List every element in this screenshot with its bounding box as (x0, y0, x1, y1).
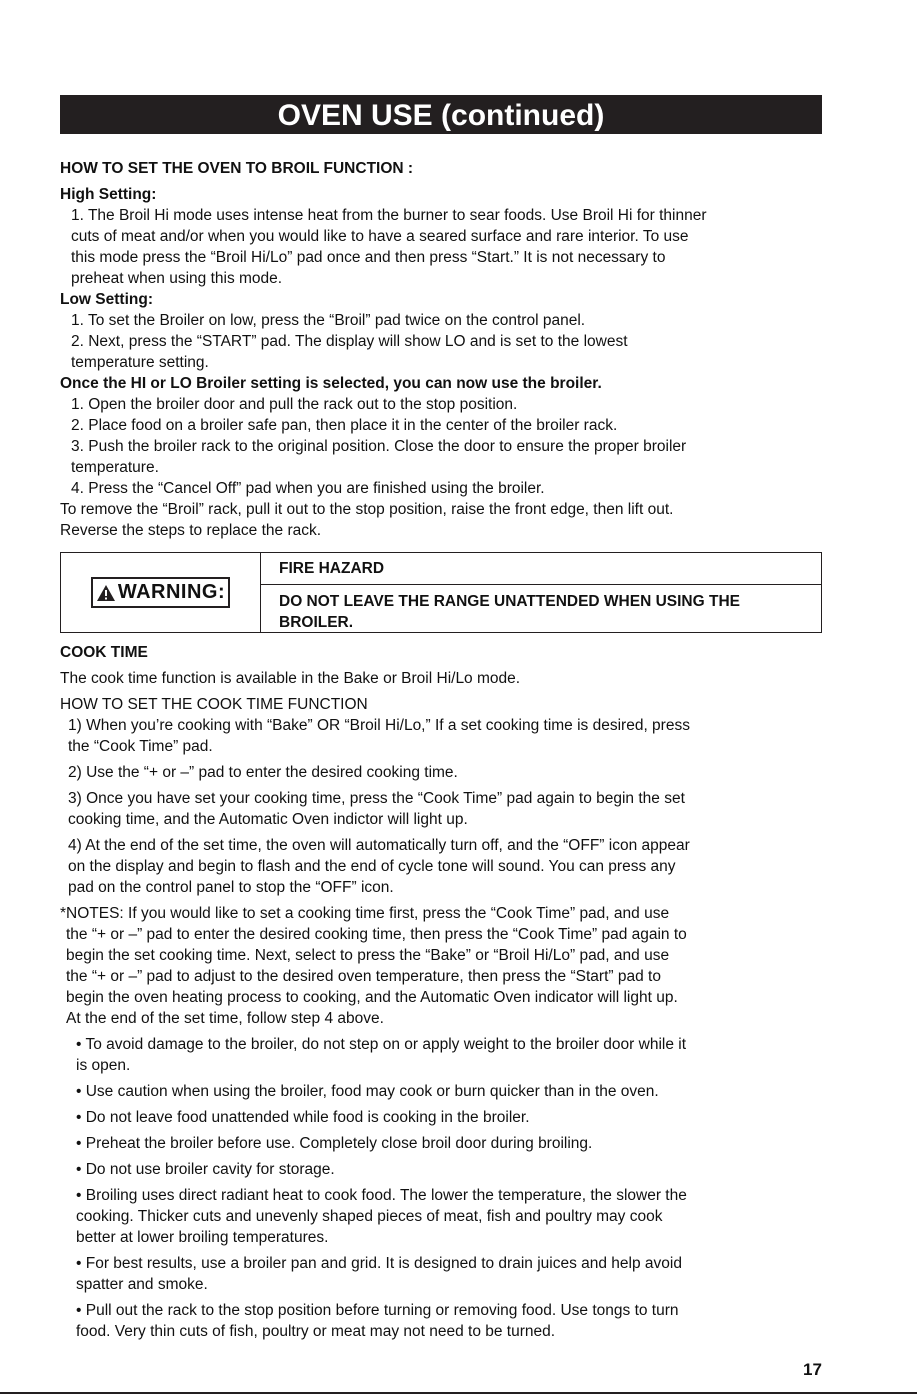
text-line: • For best results, use a broiler pan and grid. It is designed to drain juices and help avoid (76, 1255, 682, 1272)
text-line: • Pull out the rack to the stop position before turning or removing food. Use tongs to turn (76, 1302, 679, 1319)
text-line: this mode press the “Broil Hi/Lo” pad once and then press “Start.” It is not necessary to (71, 249, 666, 266)
text-line: 4. Press the “Cancel Off” pad when you are finished using the broiler. (71, 480, 545, 497)
high-setting-step (60, 205, 828, 289)
text-line: begin the set cooking time. Next, select to press the “Bake” or “Broil Hi/Lo” pad, and use (66, 947, 670, 964)
text-line: • Use caution when using the broiler, food may cook or burn quicker than in the oven. (76, 1083, 659, 1100)
text-line: the “+ or –” pad to enter the desired cooking time, then press the “Cook Time” pad again to (66, 926, 687, 943)
rack-removal-text: Reverse the steps to replace the rack. (60, 522, 322, 539)
cook-time-step-2 (60, 762, 828, 783)
text-line: • Broiling uses direct radiant heat to cook food. The lower the temperature, the slower the (76, 1187, 687, 1204)
bottom-divider (0, 1392, 917, 1394)
text-line: 2) Use the “+ or –” pad to enter the desired cooking time. (68, 764, 458, 781)
cook-time-step-4 (60, 835, 828, 898)
text-line: better at lower broiling temperatures. (76, 1229, 329, 1246)
text-line: the “+ or –” pad to adjust to the desired oven temperature, then press the “Start” pad to (66, 968, 661, 985)
text-line: • To avoid damage to the broiler, do not step on or apply weight to the broiler door while it (76, 1036, 687, 1053)
broiler-use-step-2 (60, 415, 828, 436)
warning-text: DO NOT LEAVE THE RANGE UNATTENDED WHEN USING THE BROILER. (279, 593, 740, 631)
high-setting-label: High Setting: (60, 186, 157, 203)
warning-label-text: WARNING: (117, 581, 226, 603)
rack-removal-text: To remove the “Broil” rack, pull it out to the stop position, raise the front edge, then lift out. (60, 501, 674, 518)
bullet-item (60, 1185, 828, 1248)
text-line: • Do not use broiler cavity for storage. (76, 1161, 335, 1178)
text-line: 3) Once you have set your cooking time, press the “Cook Time” pad again to begin the set (68, 790, 685, 807)
broiler-use-heading: Once the HI or LO Broiler setting is selected, you can now use the broiler. (60, 375, 602, 392)
text-line: cuts of meat and/or when you would like to have a seared surface and rare interior. To use (71, 228, 689, 245)
warning-triangle-icon (96, 584, 116, 602)
text-line: begin the oven heating process to cooking, and the Automatic Oven indicator will light up. (66, 989, 678, 1006)
bullet-item (60, 1081, 828, 1102)
page-title: OVEN USE (continued) (277, 99, 605, 132)
low-setting-step-1 (60, 310, 828, 331)
warning-label-cell (61, 553, 261, 632)
text-line: 1. The Broil Hi mode uses intense heat from the burner to sear foods. Use Broil Hi for thinner (71, 207, 707, 224)
broil-heading: HOW TO SET THE OVEN TO BROIL FUNCTION : (60, 160, 414, 177)
text-line: 4) At the end of the set time, the oven will automatically turn off, and the “OFF” icon appear (68, 837, 690, 854)
text-line: At the end of the set time, follow step 4 above. (66, 1010, 384, 1027)
warning-label (91, 577, 230, 608)
text-line: on the display and begin to flash and the end of cycle tone will sound. You can press any (68, 858, 676, 875)
text-line: the “Cook Time” pad. (68, 738, 213, 755)
text-line: 1) When you’re cooking with “Bake” OR “Broil Hi/Lo,” If a set cooking time is desired, press (68, 717, 690, 734)
warning-message-cell (261, 553, 821, 632)
cook-time-step-1 (60, 715, 828, 757)
text-line: pad on the control panel to stop the “OFF” icon. (68, 879, 394, 896)
text-line: temperature. (71, 459, 159, 476)
low-setting-label: Low Setting: (60, 291, 153, 308)
text-line: • Preheat the broiler before use. Completely close broil door during broiling. (76, 1135, 593, 1152)
bullet-item (60, 1133, 828, 1154)
page-title-banner (60, 95, 822, 134)
text-line: is open. (76, 1057, 131, 1074)
cook-time-heading: COOK TIME (60, 644, 148, 661)
bullet-item (60, 1107, 828, 1128)
text-line: 3. Push the broiler rack to the original position. Close the door to ensure the proper broiler (71, 438, 687, 455)
bullet-item (60, 1034, 828, 1076)
text-line: 1. Open the broiler door and pull the rack out to the stop position. (71, 396, 518, 413)
text-line: 2. Next, press the “START” pad. The display will show LO and is set to the lowest (71, 333, 628, 350)
warning-title: FIRE HAZARD (261, 553, 821, 585)
text-line: spatter and smoke. (76, 1276, 208, 1293)
warning-box (60, 552, 822, 633)
cook-time-notes (60, 903, 828, 1029)
text-line: 1. To set the Broiler on low, press the “Broil” pad twice on the control panel. (71, 312, 586, 329)
page-number: 17 (803, 1360, 822, 1379)
text-line: preheat when using this mode. (71, 270, 283, 287)
text-line: 2. Place food on a broiler safe pan, then place it in the center of the broiler rack. (71, 417, 618, 434)
text-line: food. Very thin cuts of fish, poultry or meat may not need to be turned. (76, 1323, 556, 1340)
page-content (60, 158, 828, 1342)
text-line: cooking time, and the Automatic Oven indictor will light up. (68, 811, 468, 828)
cook-time-howto-heading: HOW TO SET THE COOK TIME FUNCTION (60, 696, 368, 713)
text-line: *NOTES: If you would like to set a cooking time first, press the “Cook Time” pad, and use (60, 905, 670, 922)
text-line: • Do not leave food unattended while food is cooking in the broiler. (76, 1109, 530, 1126)
low-setting-step-2 (60, 331, 828, 373)
broiler-use-step-4 (60, 478, 828, 499)
text-line: cooking. Thicker cuts and unevenly shaped pieces of meat, fish and poultry may cook (76, 1208, 663, 1225)
bullet-item (60, 1159, 828, 1180)
broiler-use-step-3 (60, 436, 828, 478)
broiler-use-step-1 (60, 394, 828, 415)
bullet-item (60, 1253, 828, 1295)
cook-time-intro: The cook time function is available in the Bake or Broil Hi/Lo mode. (60, 670, 521, 687)
bullet-item (60, 1300, 828, 1342)
text-line: temperature setting. (71, 354, 209, 371)
cook-time-step-3 (60, 788, 828, 830)
